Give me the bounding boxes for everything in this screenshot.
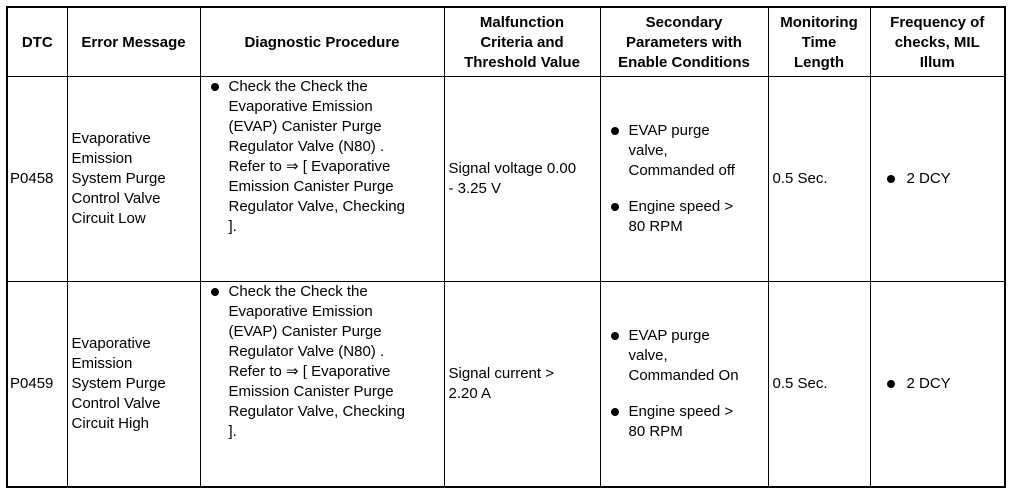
header-malfunction-criteria: Malfunction Criteria and Threshold Value	[444, 7, 600, 77]
procedure-item: Check the Check the Evaporative Emission (EVAP) Canister Purge Regulator Valve (N80) . Refer to ⇒ [ Evaporative Emission Canister Purge Regulator Valve, Checking ].	[205, 77, 440, 237]
error-message: Evaporative Emission System Purge Control Valve Circuit Low	[67, 77, 200, 282]
error-message: Evaporative Emission System Purge Control Valve Circuit High	[67, 282, 200, 487]
table-row	[7, 77, 1005, 282]
monitoring-time: 0.5 Sec.	[768, 77, 870, 282]
dtc-table	[6, 6, 1006, 488]
secondary-item: Engine speed > 80 RPM	[605, 402, 764, 442]
monitoring-time: 0.5 Sec.	[768, 282, 870, 487]
secondary-item: Engine speed > 80 RPM	[605, 197, 764, 237]
malfunction-criteria: Signal voltage 0.00 - 3.25 V	[444, 77, 600, 282]
secondary-item: EVAP purge valve, Commanded off	[605, 121, 764, 181]
header-monitoring-time: Monitoring Time Length	[768, 7, 870, 77]
frequency-cell	[870, 282, 1005, 487]
header-diagnostic-procedure: Diagnostic Procedure	[200, 7, 444, 77]
secondary-parameters	[600, 77, 768, 282]
header-row	[7, 7, 1005, 77]
dtc-code: P0458	[7, 77, 67, 282]
header-frequency: Frequency of checks, MIL Illum	[870, 7, 1005, 77]
malfunction-criteria: Signal current > 2.20 A	[444, 282, 600, 487]
dtc-code: P0459	[7, 282, 67, 487]
frequency-item: 2 DCY	[875, 169, 1001, 189]
header-error-message: Error Message	[67, 7, 200, 77]
frequency-cell	[870, 77, 1005, 282]
secondary-item: EVAP purge valve, Commanded On	[605, 326, 764, 386]
frequency-item: 2 DCY	[875, 374, 1001, 394]
header-dtc: DTC	[7, 7, 67, 77]
procedure-item: Check the Check the Evaporative Emission (EVAP) Canister Purge Regulator Valve (N80) . Refer to ⇒ [ Evaporative Emission Canister Purge Regulator Valve, Checking ].	[205, 282, 440, 442]
header-secondary-parameters: Secondary Parameters with Enable Conditions	[600, 7, 768, 77]
diagnostic-procedure	[200, 77, 444, 282]
table-row	[7, 282, 1005, 487]
secondary-parameters	[600, 282, 768, 487]
diagnostic-procedure	[200, 282, 444, 487]
